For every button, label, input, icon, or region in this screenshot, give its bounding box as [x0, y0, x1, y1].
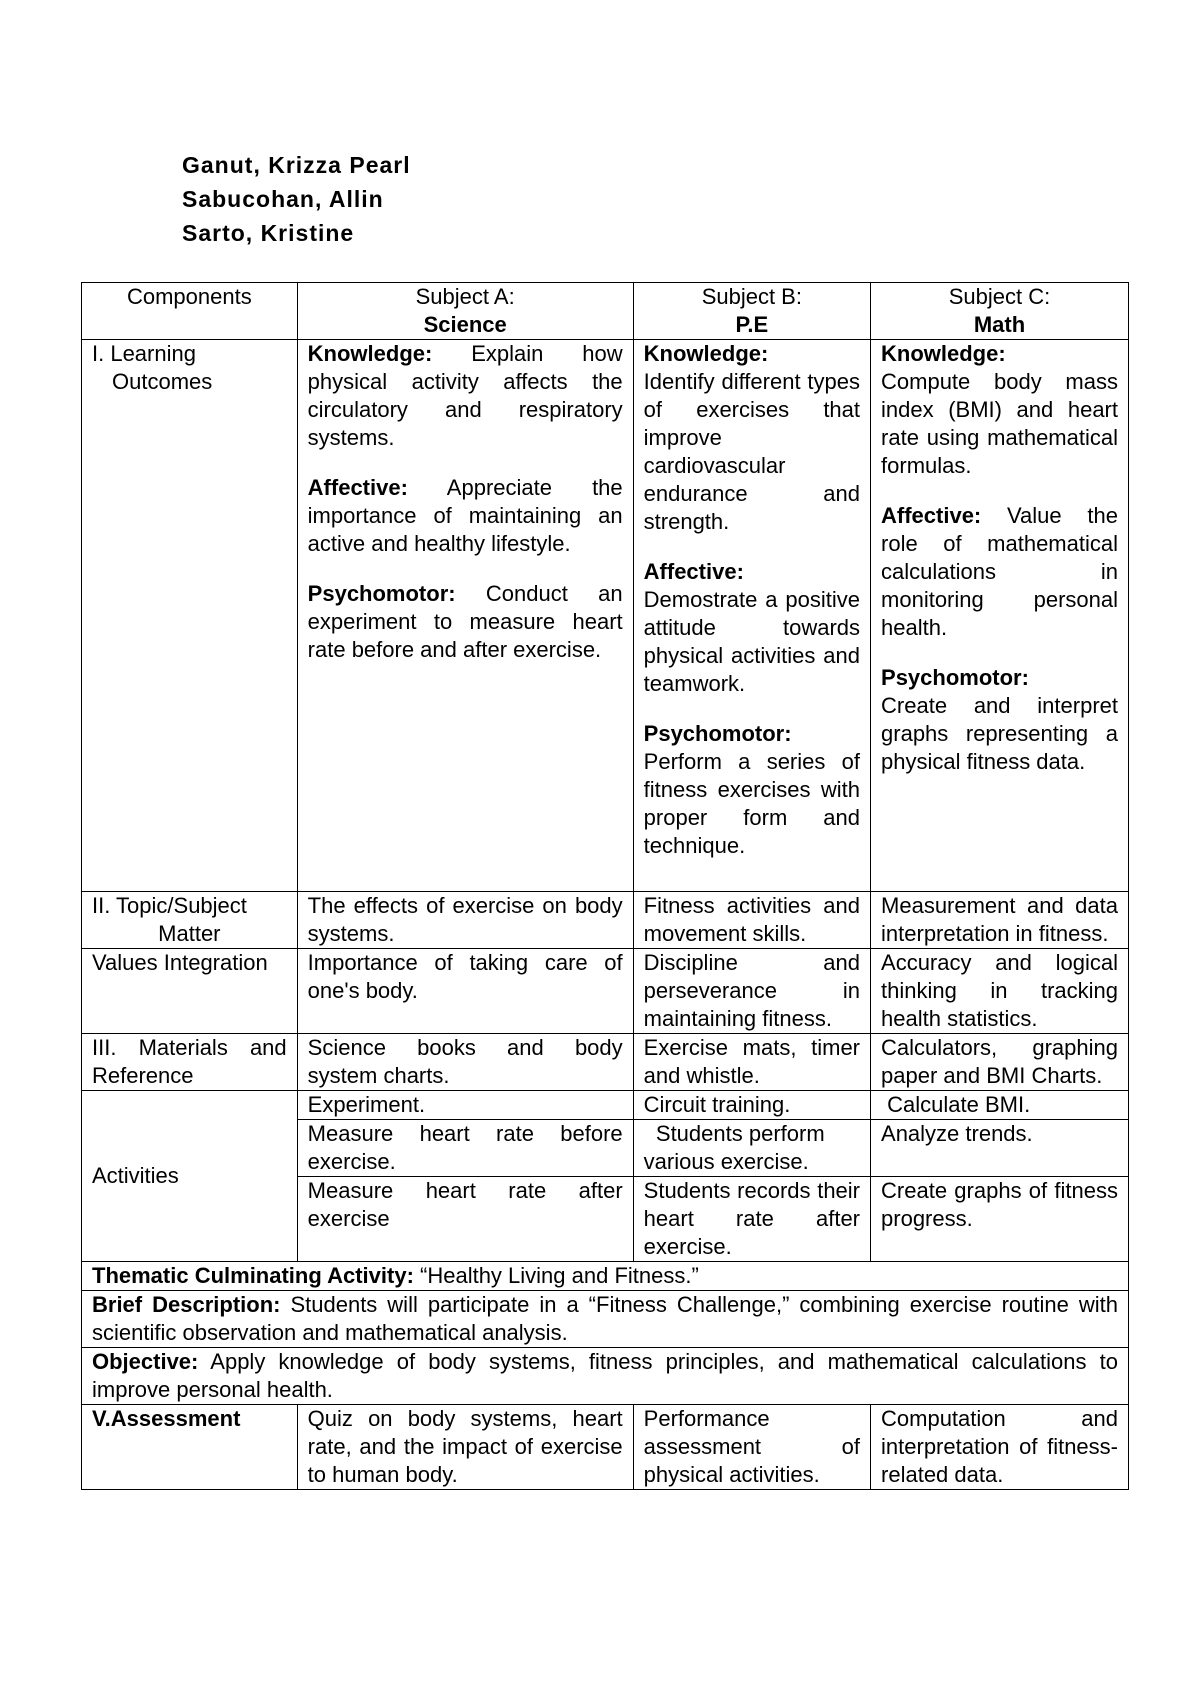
knowledge-text: Compute body mass index (BMI) and heart rate using mathematical formulas.	[881, 369, 1118, 478]
affective-label: Affective:	[307, 475, 408, 500]
affective-outcome	[308, 474, 623, 558]
header-row	[82, 283, 1129, 340]
student-name: Sabucohan, Allin	[182, 186, 384, 212]
psychomotor-outcome	[308, 580, 623, 664]
psychomotor-label: Psychomotor:	[307, 581, 456, 606]
subject-b-label: Subject B:	[701, 284, 802, 309]
row-label-line: Matter	[158, 921, 221, 946]
science-activity: Measure heart rate after exercise	[297, 1177, 633, 1262]
row-label-line: II. Topic/Subject	[92, 893, 247, 918]
psychomotor-text: Create and interpret graphs representing a physical fitness data.	[881, 693, 1118, 774]
components-header: Components	[82, 283, 298, 340]
psychomotor-label: Psychomotor:	[881, 665, 1029, 690]
science-outcomes	[297, 340, 633, 892]
culminating-label: Thematic Culminating Activity:	[92, 1263, 414, 1288]
topic-row	[82, 892, 1129, 949]
values-row	[82, 949, 1129, 1034]
brief-row	[82, 1291, 1129, 1348]
student-name: Sarto, Kristine	[182, 220, 355, 246]
assessment-row	[82, 1405, 1129, 1490]
pe-activity: Circuit training.	[633, 1091, 870, 1120]
objective-text: Apply knowledge of body systems, fitness principles, and mathematical calculations to improve personal health.	[92, 1349, 1118, 1402]
affective-label: Affective:	[881, 503, 982, 528]
knowledge-label: Knowledge:	[881, 341, 1006, 366]
psychomotor-text: Conduct an experiment to measure heart rate before and after exercise.	[307, 581, 623, 662]
pe-activity: Students records their heart rate after exercise.	[633, 1177, 870, 1262]
activities-row	[82, 1091, 1129, 1120]
subject-a-header	[297, 283, 633, 340]
row-label-line: Outcomes	[112, 369, 213, 394]
materials-row	[82, 1034, 1129, 1091]
math-activity: Analyze trends.	[871, 1120, 1129, 1177]
science-activity: Measure heart rate before exercise.	[297, 1120, 633, 1177]
knowledge-text: Identify different types of exercises that improve cardiovascular endurance and strength.	[643, 369, 861, 534]
science-values: Importance of taking care of one's body.	[297, 949, 633, 1034]
math-topic: Measurement and data interpretation in fitness.	[871, 892, 1129, 949]
subject-b-header	[633, 283, 870, 340]
learning-outcomes-row	[82, 340, 1129, 892]
knowledge-label: Knowledge:	[643, 341, 769, 366]
affective-text: Appreciate the importance of maintaining an active and healthy lifestyle.	[307, 475, 623, 556]
science-materials: Science books and body system charts.	[297, 1034, 633, 1091]
math-activity: Calculate BMI.	[871, 1091, 1129, 1120]
student-names	[182, 148, 411, 250]
brief-description	[82, 1291, 1129, 1348]
lesson-plan-table	[81, 282, 1129, 1490]
row-label-line: I. Learning	[92, 341, 196, 366]
knowledge-text: Explain how physical activity affects the circulatory and respiratory systems.	[307, 341, 623, 450]
pe-values: Discipline and perseverance in maintaining fitness.	[633, 949, 870, 1034]
knowledge-label: Knowledge:	[307, 341, 433, 366]
pe-materials: Exercise mats, timer and whistle.	[633, 1034, 870, 1091]
culminating-row	[82, 1262, 1129, 1291]
math-outcomes	[871, 340, 1129, 892]
subject-a-label: Subject A:	[415, 284, 515, 309]
activities-label: Activities	[82, 1091, 298, 1262]
knowledge-outcome	[308, 340, 623, 452]
science-topic: The effects of exercise on body systems.	[297, 892, 633, 949]
affective-text: Demostrate a positive attitude towards physical activities and teamwork.	[643, 587, 861, 696]
culminating-text: “Healthy Living and Fitness.”	[413, 1263, 699, 1288]
assessment-label: V.Assessment	[82, 1405, 298, 1490]
brief-text: Students will participate in a “Fitness Challenge,” combining exercise routine with scientific observation and mathematical analysis.	[92, 1292, 1118, 1345]
objective	[82, 1348, 1129, 1405]
materials-label: III. Materials and Reference	[82, 1034, 298, 1091]
student-name: Ganut, Krizza Pearl	[182, 152, 411, 178]
topic-label	[82, 892, 298, 949]
brief-label: Brief Description:	[92, 1292, 281, 1317]
culminating-activity	[82, 1262, 1129, 1291]
pe-activity: Students perform various exercise.	[633, 1120, 870, 1177]
subject-c-label: Subject C:	[948, 284, 1051, 309]
pe-topic: Fitness activities and movement skills.	[633, 892, 870, 949]
subject-b-name: P.E	[735, 312, 769, 337]
affective-label: Affective:	[643, 559, 744, 584]
objective-label: Objective:	[92, 1349, 199, 1374]
subject-c-header	[871, 283, 1129, 340]
psychomotor-label: Psychomotor:	[643, 721, 792, 746]
science-assessment: Quiz on body systems, heart rate, and the impact of exercise to human body.	[297, 1405, 633, 1490]
objective-row	[82, 1348, 1129, 1405]
subject-a-name: Science	[423, 312, 507, 337]
pe-outcomes	[633, 340, 870, 892]
science-activity: Experiment.	[297, 1091, 633, 1120]
pe-assessment: Performance assessment of physical activities.	[633, 1405, 870, 1490]
learning-outcomes-label	[82, 340, 298, 892]
subject-c-name: Math	[973, 312, 1026, 337]
math-activity: Create graphs of fitness progress.	[871, 1177, 1129, 1262]
values-label: Values Integration	[82, 949, 298, 1034]
math-values: Accuracy and logical thinking in tracking health statistics.	[871, 949, 1129, 1034]
affective-outcome	[881, 502, 1118, 642]
affective-text: Value the role of mathematical calculations in monitoring personal health.	[881, 503, 1118, 640]
math-materials: Calculators, graphing paper and BMI Charts.	[871, 1034, 1129, 1091]
psychomotor-text: Perform a series of fitness exercises with proper form and technique.	[643, 749, 861, 858]
math-assessment: Computation and interpretation of fitness-related data.	[871, 1405, 1129, 1490]
